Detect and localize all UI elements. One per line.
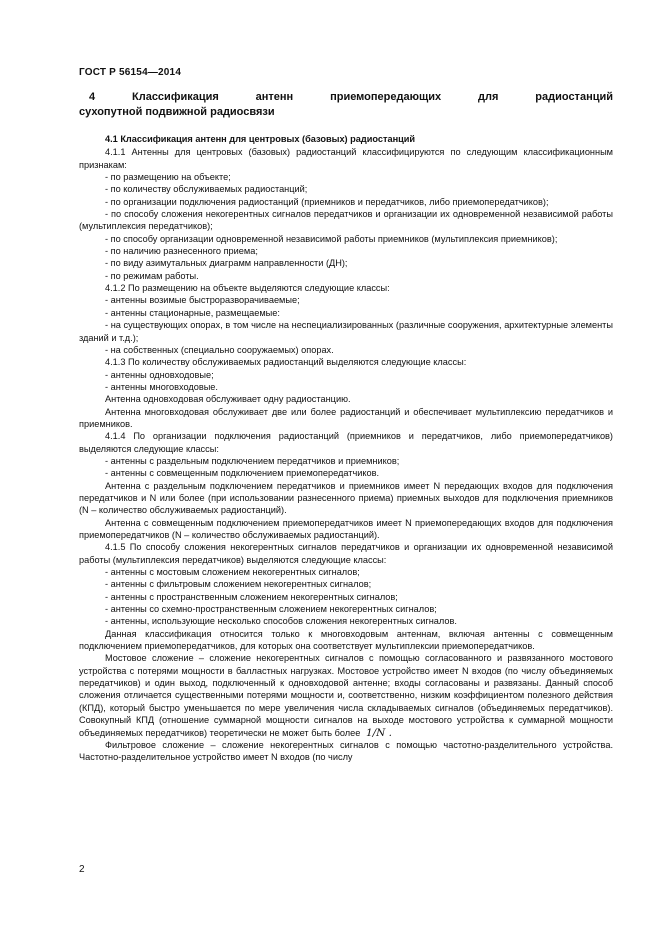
paragraph-text: - по способу организации одновременной независимой работы приемников (мультиплексия приемников);	[105, 233, 558, 244]
paragraph-text: - антенны с мостовым сложением некогерентных сигналов;	[105, 567, 360, 578]
paragraph-text: 4.1.4 По организации подключения радиостанций (приемников и передатчиков, либо приемопередатчиков) выделяются следующие классы:	[79, 431, 613, 454]
paragraph-text: - антенны, использующие несколько способов сложения некогерентных сигналов.	[105, 616, 457, 627]
paragraph-text: - антенны стационарные, размещаемые:	[105, 307, 280, 318]
paragraph-text: Антенна одновходовая обслуживает одну радиостанцию.	[105, 394, 351, 405]
paragraph	[79, 245, 613, 257]
formula-one-over-n: 1/N .	[365, 726, 393, 739]
paragraph-text: - по способу сложения некогерентных сигналов передатчиков и организации их одновременной независимой работы (мультиплексия передатчиков);	[79, 209, 613, 232]
paragraph-text: 4.1.2 По размещению на объекте выделяются следующие классы:	[105, 283, 390, 294]
section-heading	[79, 90, 613, 120]
paragraph	[79, 369, 613, 381]
paragraph	[79, 171, 613, 183]
paragraph	[79, 196, 613, 208]
document-body	[79, 133, 613, 764]
paragraph	[79, 344, 613, 356]
paragraph	[79, 578, 613, 590]
paragraph-text: Антенна с совмещенным подключением приемопередатчиков имеет N приемопередающих входов для подключения приемопередатчиков (N – количество обслуживаемых радиостанций).	[79, 517, 613, 540]
paragraph-text: 4.1.5 По способу сложения некогерентных сигналов передатчиков и организации их одновременной независимой работы (мультиплексия передатчиков) выделяются следующие классы:	[79, 542, 613, 565]
paragraph	[79, 270, 613, 282]
section-heading-line1: 4 Классификация антенн приемопередающих для радиостанций	[89, 91, 613, 103]
paragraph-text: 4.1.3 По количеству обслуживаемых радиостанций выделяются следующие классы:	[105, 357, 467, 368]
paragraph-text: - антенны с пространственным сложением некогерентных сигналов;	[105, 591, 398, 602]
paragraph-text: - по виду азимутальных диаграмм направленности (ДН);	[105, 258, 348, 269]
paragraph	[79, 356, 613, 368]
paragraph	[79, 652, 613, 738]
paragraph-text: - антенны с фильтровым сложением некогерентных сигналов;	[105, 579, 372, 590]
paragraph-text: - по режимам работы.	[105, 270, 199, 281]
paragraph-text: Фильтровое сложение – сложение некогерентных сигналов с помощью частотно-разделительного устройства. Частотно-разделительное устройство имеет N входов (по числу	[79, 739, 613, 763]
paragraph-text: - антенны одновходовые;	[105, 369, 214, 380]
standard-header: ГОСТ Р 56154—2014	[79, 67, 182, 78]
paragraph-text: 4.1.1 Антенны для центровых (базовых) радиостанций классифицируются по следующим классификационным признакам:	[79, 147, 613, 170]
paragraph	[79, 257, 613, 269]
paragraph	[79, 430, 613, 455]
paragraph	[79, 282, 613, 294]
paragraph	[79, 406, 613, 431]
paragraph-text: Антенна многовходовая обслуживает две или более радиостанций и обеспечивает мультиплексию передатчиков и приемников.	[79, 406, 613, 429]
paragraph	[79, 393, 613, 405]
page-number: 2	[79, 864, 85, 875]
paragraph-text: - антенны со схемно-пространственным сложением некогерентных сигналов;	[105, 604, 437, 615]
paragraph	[79, 183, 613, 195]
paragraph-list	[79, 146, 613, 763]
paragraph-text: - антенны с совмещенным подключением приемопередатчиков.	[105, 468, 380, 479]
paragraph-text: Антенна с раздельным подключением передатчиков и приемников имеет N передающих входов для подключения передатчиков и N или более (при использовании разнесенного приема) приемных выходов для подключения приемников (N – количество обслуживаемых радиостанций).	[79, 480, 613, 516]
paragraph	[79, 517, 613, 542]
paragraph	[79, 319, 613, 344]
paragraph	[79, 208, 613, 233]
paragraph-text: - антенны многовходовые.	[105, 381, 218, 392]
subsection-title: 4.1 Классификация антенн для центровых (базовых) радиостанций	[105, 134, 416, 144]
paragraph	[79, 628, 613, 653]
paragraph-text: - по количеству обслуживаемых радиостанций;	[105, 184, 308, 195]
paragraph	[79, 739, 613, 764]
paragraph	[79, 233, 613, 245]
paragraph-text: - антенны возимые быстроразворачиваемые;	[105, 295, 300, 306]
paragraph	[79, 480, 613, 517]
paragraph	[79, 591, 613, 603]
paragraph-text: - на существующих опорах, в том числе на неспециализированных (различные сооружения, архитектурные элементы зданий и т.д.);	[79, 320, 613, 343]
paragraph-text: Данная классификация относится только к многовходовым антеннам, включая антенны с совмещенным подключением приемопередатчиков, для которых она соответствует мультиплексии приемопередатчиков.	[79, 628, 613, 652]
paragraph-text: - на собственных (специально сооружаемых) опорах.	[105, 344, 334, 355]
paragraph	[79, 615, 613, 627]
paragraph	[79, 455, 613, 467]
paragraph	[79, 381, 613, 393]
paragraph	[79, 294, 613, 306]
paragraph	[79, 541, 613, 566]
paragraph	[79, 307, 613, 319]
paragraph-text: - по размещению на объекте;	[105, 172, 231, 183]
section-heading-line2: сухопутной подвижной радиосвязи	[79, 106, 275, 118]
paragraph-text: - по организации подключения радиостанций (приемников и передатчиков, либо приемопередатчиков);	[105, 196, 549, 207]
paragraph	[79, 467, 613, 479]
paragraph-text: - антенны с раздельным подключением передатчиков и приемников;	[105, 455, 400, 466]
paragraph	[79, 146, 613, 171]
paragraph	[79, 603, 613, 615]
paragraph-text: - по наличию разнесенного приема;	[105, 246, 258, 257]
paragraph-text: Мостовое сложение – сложение некогерентных сигналов с помощью согласованного и развязанного мостового устройства с потерями мощности в балластных нагрузках. Мостовое устройство имеет N входов (по числу объединяемых передатчиков) и один выход, подключенный к одновходовой антенне; входы согласованы и развязаны. Данный способ сложения отличается существенными потерями мощности и, соответственно, низким коэффициентом полезного действия (КПД), который быстро уменьшается по мере увеличения числа складываемых сигналов (объединяемых передатчиков). Совокупный КПД (отношение суммарной мощности сигналов на выходе мостового устройства к суммарной мощности объединяемых передатчиков) теоретически не может быть более	[79, 653, 613, 738]
paragraph	[79, 566, 613, 578]
